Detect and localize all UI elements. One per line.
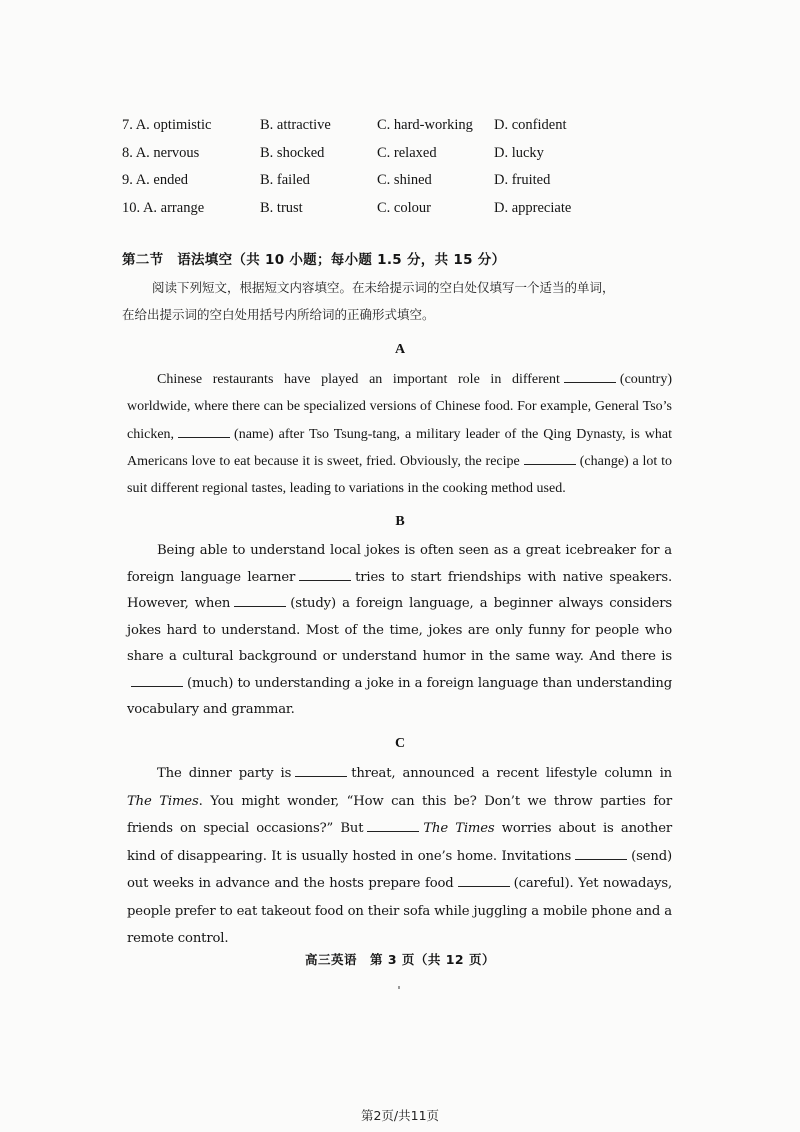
- option-9a: 9. A. ended: [122, 172, 189, 188]
- option-7a: 7. A. optimistic: [122, 117, 212, 133]
- option-row-10: [122, 195, 642, 223]
- option-8c: C. relaxed: [377, 144, 437, 161]
- passage-a-text-4: (change) a lot to suit different regional tastes, leading to variations in the cooking method used.: [127, 453, 672, 497]
- section-instructions: [122, 274, 682, 328]
- blank-10: [458, 875, 510, 887]
- option-7b: B. attractive: [260, 117, 331, 133]
- passage-c-heading: C: [394, 736, 406, 751]
- passage-c-text-4: worries about is another kind of disappearing. It is usually hosted in one’s home. Invitations: [127, 821, 673, 864]
- blank-4: [299, 569, 351, 581]
- exam-page-footer: 高三英语 第 3 页（共 12 页）: [304, 952, 495, 967]
- newspaper-name-2: The Times: [423, 821, 495, 836]
- blank-6: [131, 675, 183, 687]
- pdf-page-indicator: 第2页/共11页: [360, 1108, 440, 1123]
- option-10a: 10. A. arrange: [122, 199, 205, 216]
- blank-2: [178, 426, 230, 438]
- passage-b-heading: B: [395, 514, 405, 529]
- passage-c-text-2: threat, announced a recent lifestyle column in: [351, 766, 672, 781]
- scan-speck: [398, 986, 400, 989]
- passage-c-text-1: The dinner party is: [157, 766, 292, 781]
- option-9b: B. failed: [260, 172, 310, 188]
- instruction-line-1: 阅读下列短文，根据短文内容填空。在未给提示词的空白处仅填写一个适当的单词，: [152, 280, 615, 295]
- passage-b-text-4: (much) to understanding a joke in a foreign language than understanding vocabulary and grammar.: [127, 675, 672, 717]
- option-7d: D. confident: [494, 117, 567, 133]
- passage-c-text-6: (careful). Yet nowadays, people prefer to eat takeout food on their sofa while juggling a mobile phone and a remote control.: [127, 876, 672, 946]
- blank-5: [234, 595, 286, 607]
- option-row-9: [122, 167, 642, 195]
- blank-3: [524, 453, 576, 465]
- option-10d: D. appreciate: [494, 199, 572, 216]
- option-9d: D. fruited: [494, 172, 551, 188]
- option-10c: C. colour: [377, 199, 431, 216]
- option-row-8: [122, 140, 642, 168]
- passage-a: [127, 366, 672, 502]
- instruction-line-2: 在给出提示词的空白处用括号内所给词的正确形式填空。: [122, 307, 435, 322]
- passage-a-text-3: (name) after Tso Tsung-tang, a military leader of the Qing Dynasty, is what Americans love to eat because it is sweet, fried. Obviously, the recipe: [127, 426, 672, 469]
- passage-b: [127, 538, 672, 724]
- blank-7: [295, 765, 347, 777]
- passage-b-text-2: tries to start friendships with native speakers. However, when: [127, 569, 672, 611]
- option-9c: C. shined: [377, 172, 432, 188]
- option-8d: D. lucky: [494, 144, 544, 161]
- option-7c: C. hard-working: [377, 117, 473, 133]
- option-row-7: [122, 112, 642, 140]
- option-8b: B. shocked: [260, 144, 325, 161]
- blank-9: [575, 848, 627, 860]
- answer-options-table: [122, 112, 642, 222]
- passage-c: [127, 760, 672, 953]
- option-8a: 8. A. nervous: [122, 144, 200, 161]
- passage-b-text-3: (study) a foreign language, a beginner always considers jokes hard to understand. Most of the time, jokes are only funny for people who share a cultural background or understand humor in the same way. And there is: [127, 596, 672, 664]
- blank-8: [367, 820, 419, 832]
- blank-1: [564, 371, 616, 383]
- passage-a-text-1: Chinese restaurants have played an important role in different: [157, 372, 560, 387]
- passage-c-text-3: . You might wonder, “How can this be? Don’t we throw parties for friends on special occasions?” But: [127, 793, 672, 836]
- passage-c-text-5: (send) out weeks in advance and the hosts prepare food: [127, 848, 672, 891]
- newspaper-name-1: The Times: [127, 793, 199, 809]
- passage-a-heading: A: [394, 342, 406, 357]
- section-title: 第二节 语法填空（共 10 小题；每小题 1.5 分，共 15 分）: [122, 252, 506, 268]
- passage-b-text-1: Being able to understand local jokes is often seen as a great icebreaker for a foreign language learner: [127, 543, 672, 585]
- option-10b: B. trust: [260, 199, 303, 216]
- passage-a-text-2: (country) worldwide, where there can be specialized versions of Chinese food. For example, General Tso’s chicken,: [127, 372, 672, 442]
